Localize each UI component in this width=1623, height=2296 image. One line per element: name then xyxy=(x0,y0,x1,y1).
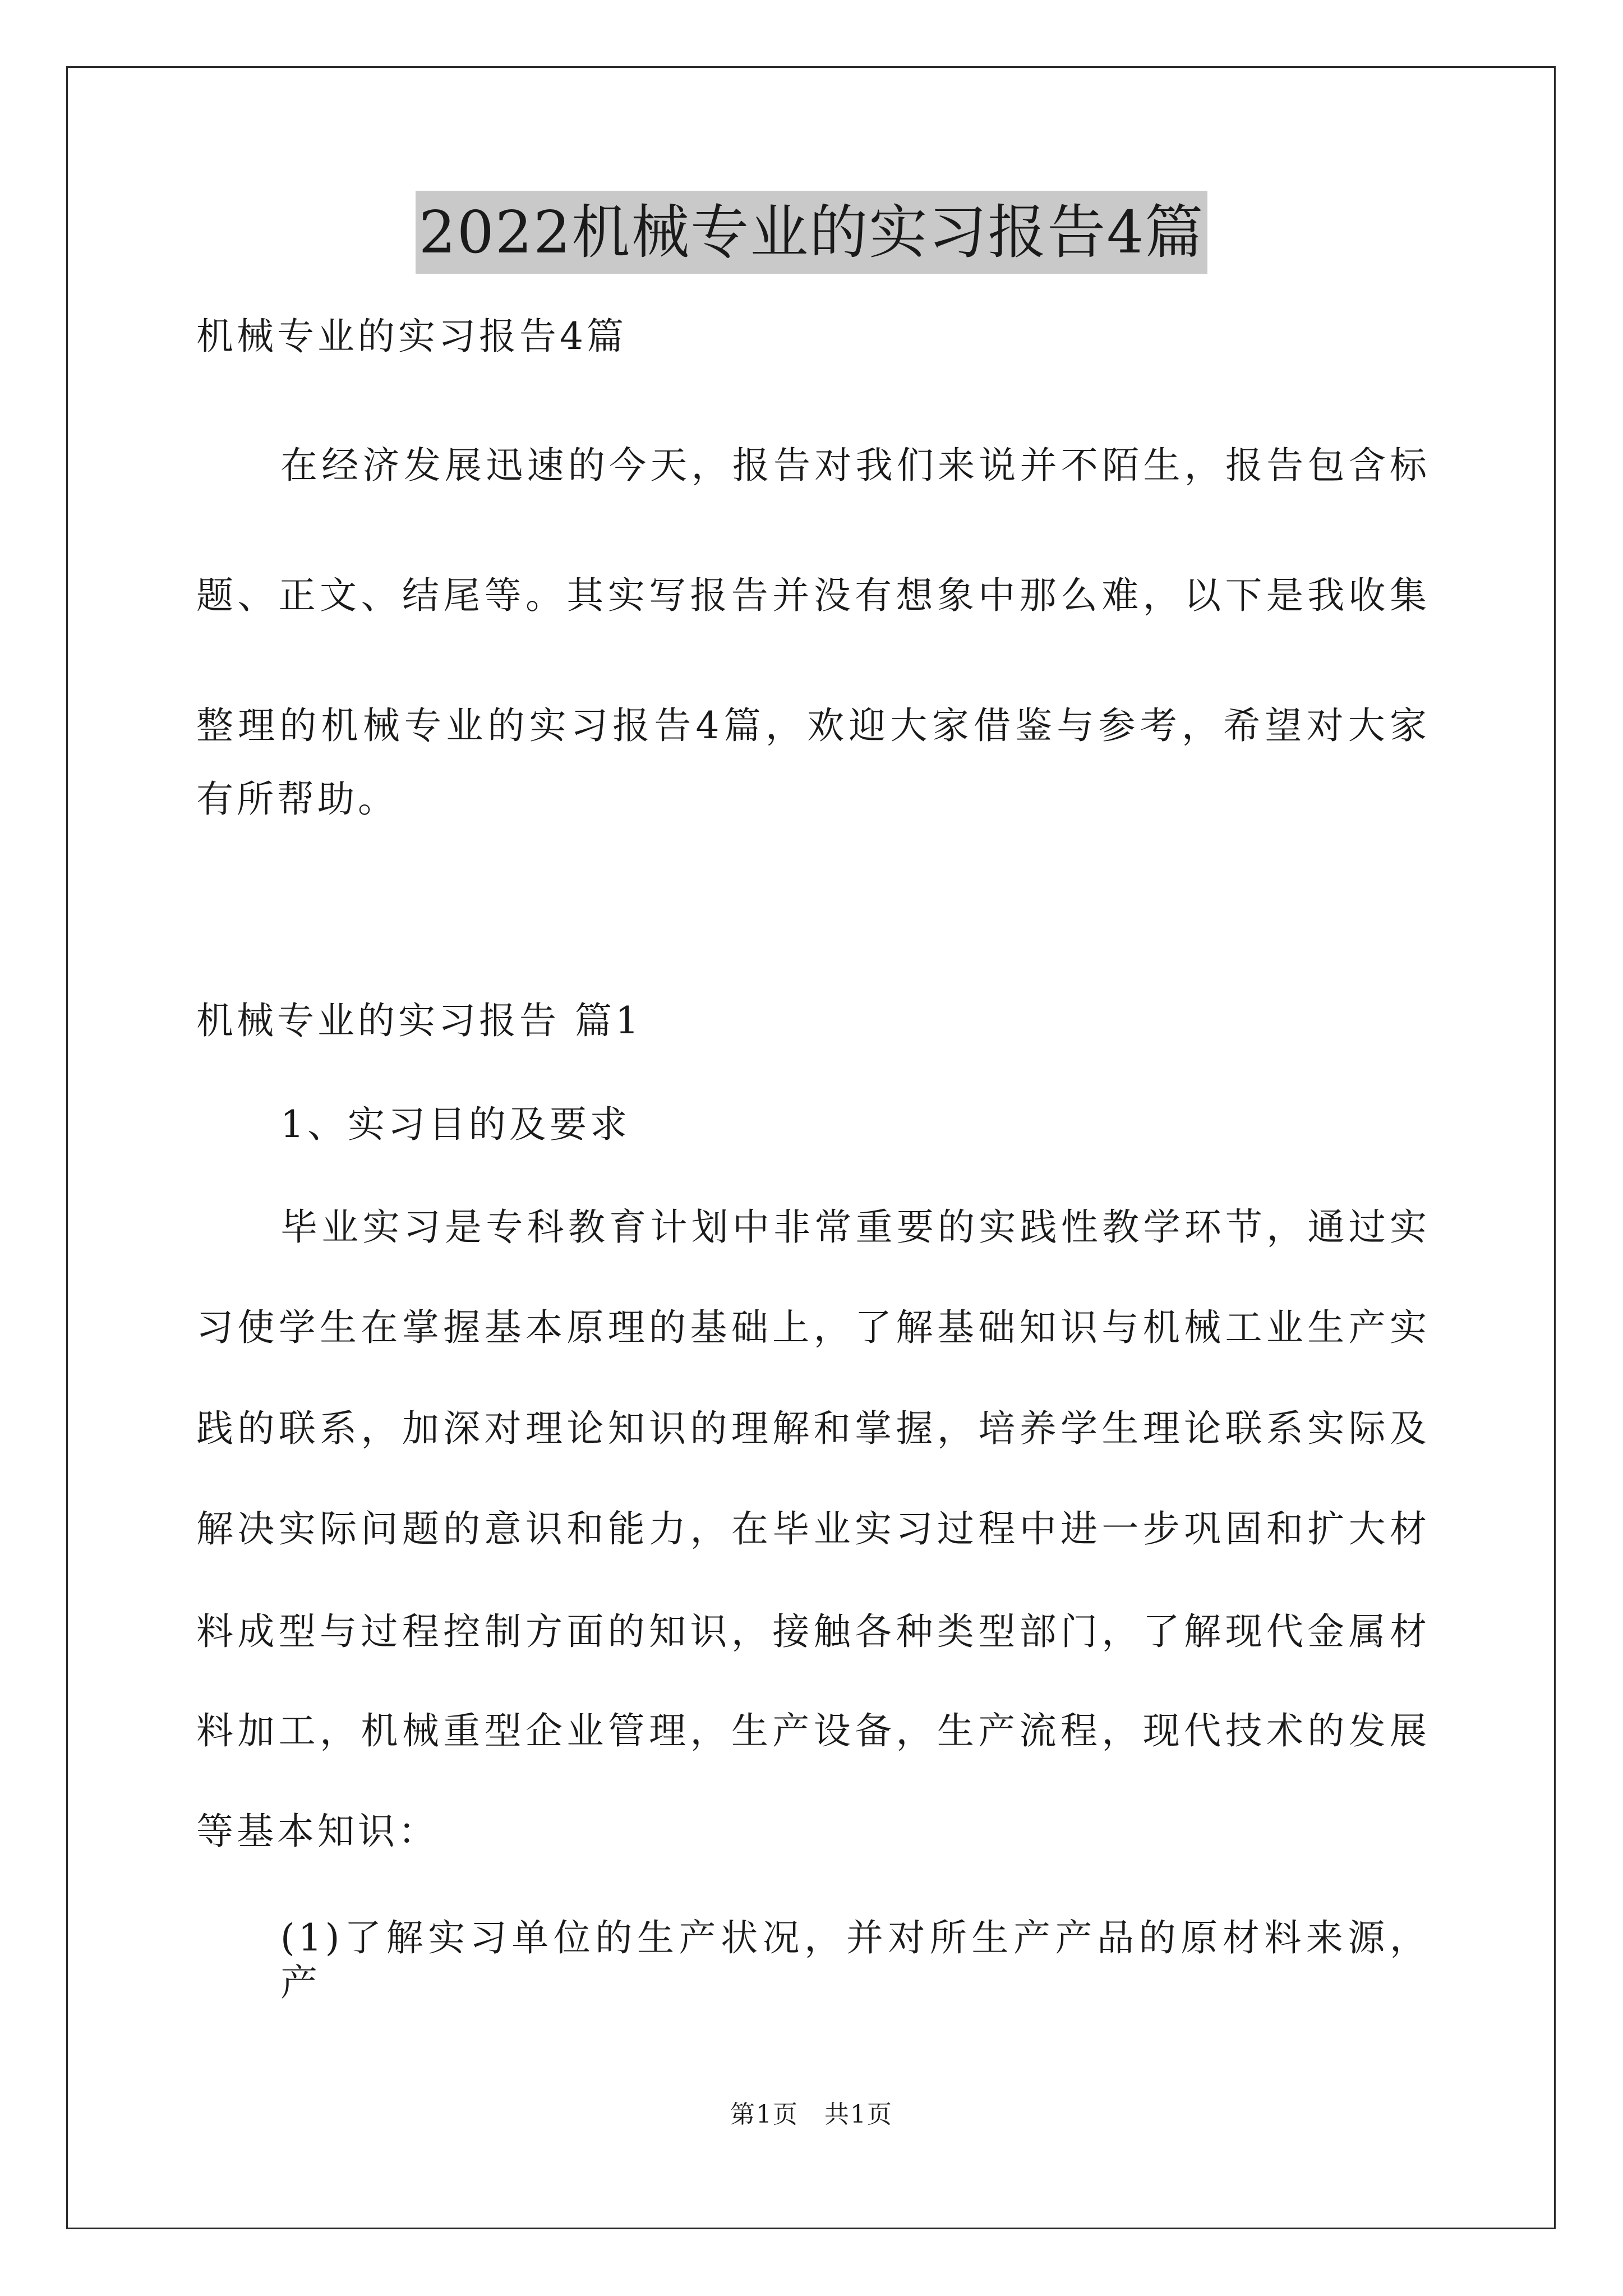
body-line: 毕业实习是专科教育计划中非常重要的实践性教学环节，通过实 xyxy=(280,1205,1430,1249)
list-item-line: (1)了解实习单位的生产状况，并对所生产产品的原材料来源，产 xyxy=(280,1916,1430,2004)
title-container xyxy=(0,191,1623,274)
document-subtitle: 机械专业的实习报告4篇 xyxy=(196,315,627,358)
page-border xyxy=(66,66,1556,2229)
intro-line: 有所帮助。 xyxy=(196,777,398,821)
body-line: 践的联系，加深对理论知识的理解和掌握，培养学生理论联系实际及 xyxy=(196,1407,1430,1450)
intro-line: 在经济发展迅速的今天，报告对我们来说并不陌生，报告包含标 xyxy=(280,444,1430,487)
intro-line: 题、正文、结尾等。其实写报告并没有想象中那么难，以下是我收集 xyxy=(196,574,1430,617)
body-line: 等基本知识： xyxy=(196,1810,439,1853)
body-line: 习使学生在掌握基本原理的基础上，了解基础知识与机械工业生产实 xyxy=(196,1306,1430,1349)
body-line: 料成型与过程控制方面的知识，接触各种类型部门，了解现代金属材 xyxy=(196,1610,1430,1653)
document-title: 2022机械专业的实习报告4篇 xyxy=(416,191,1208,274)
section-heading: 机械专业的实习报告 篇1 xyxy=(196,999,642,1042)
subsection-heading: 1、实习目的及要求 xyxy=(280,1103,630,1146)
page-footer: 第1页 共1页 xyxy=(730,2100,893,2129)
body-line: 料加工，机械重型企业管理，生产设备，生产流程，现代技术的发展 xyxy=(196,1709,1430,1752)
intro-line: 整理的机械专业的实习报告4篇，欢迎大家借鉴与参考，希望对大家 xyxy=(196,704,1430,747)
body-line: 解决实际问题的意识和能力，在毕业实习过程中进一步巩固和扩大材 xyxy=(196,1507,1430,1550)
